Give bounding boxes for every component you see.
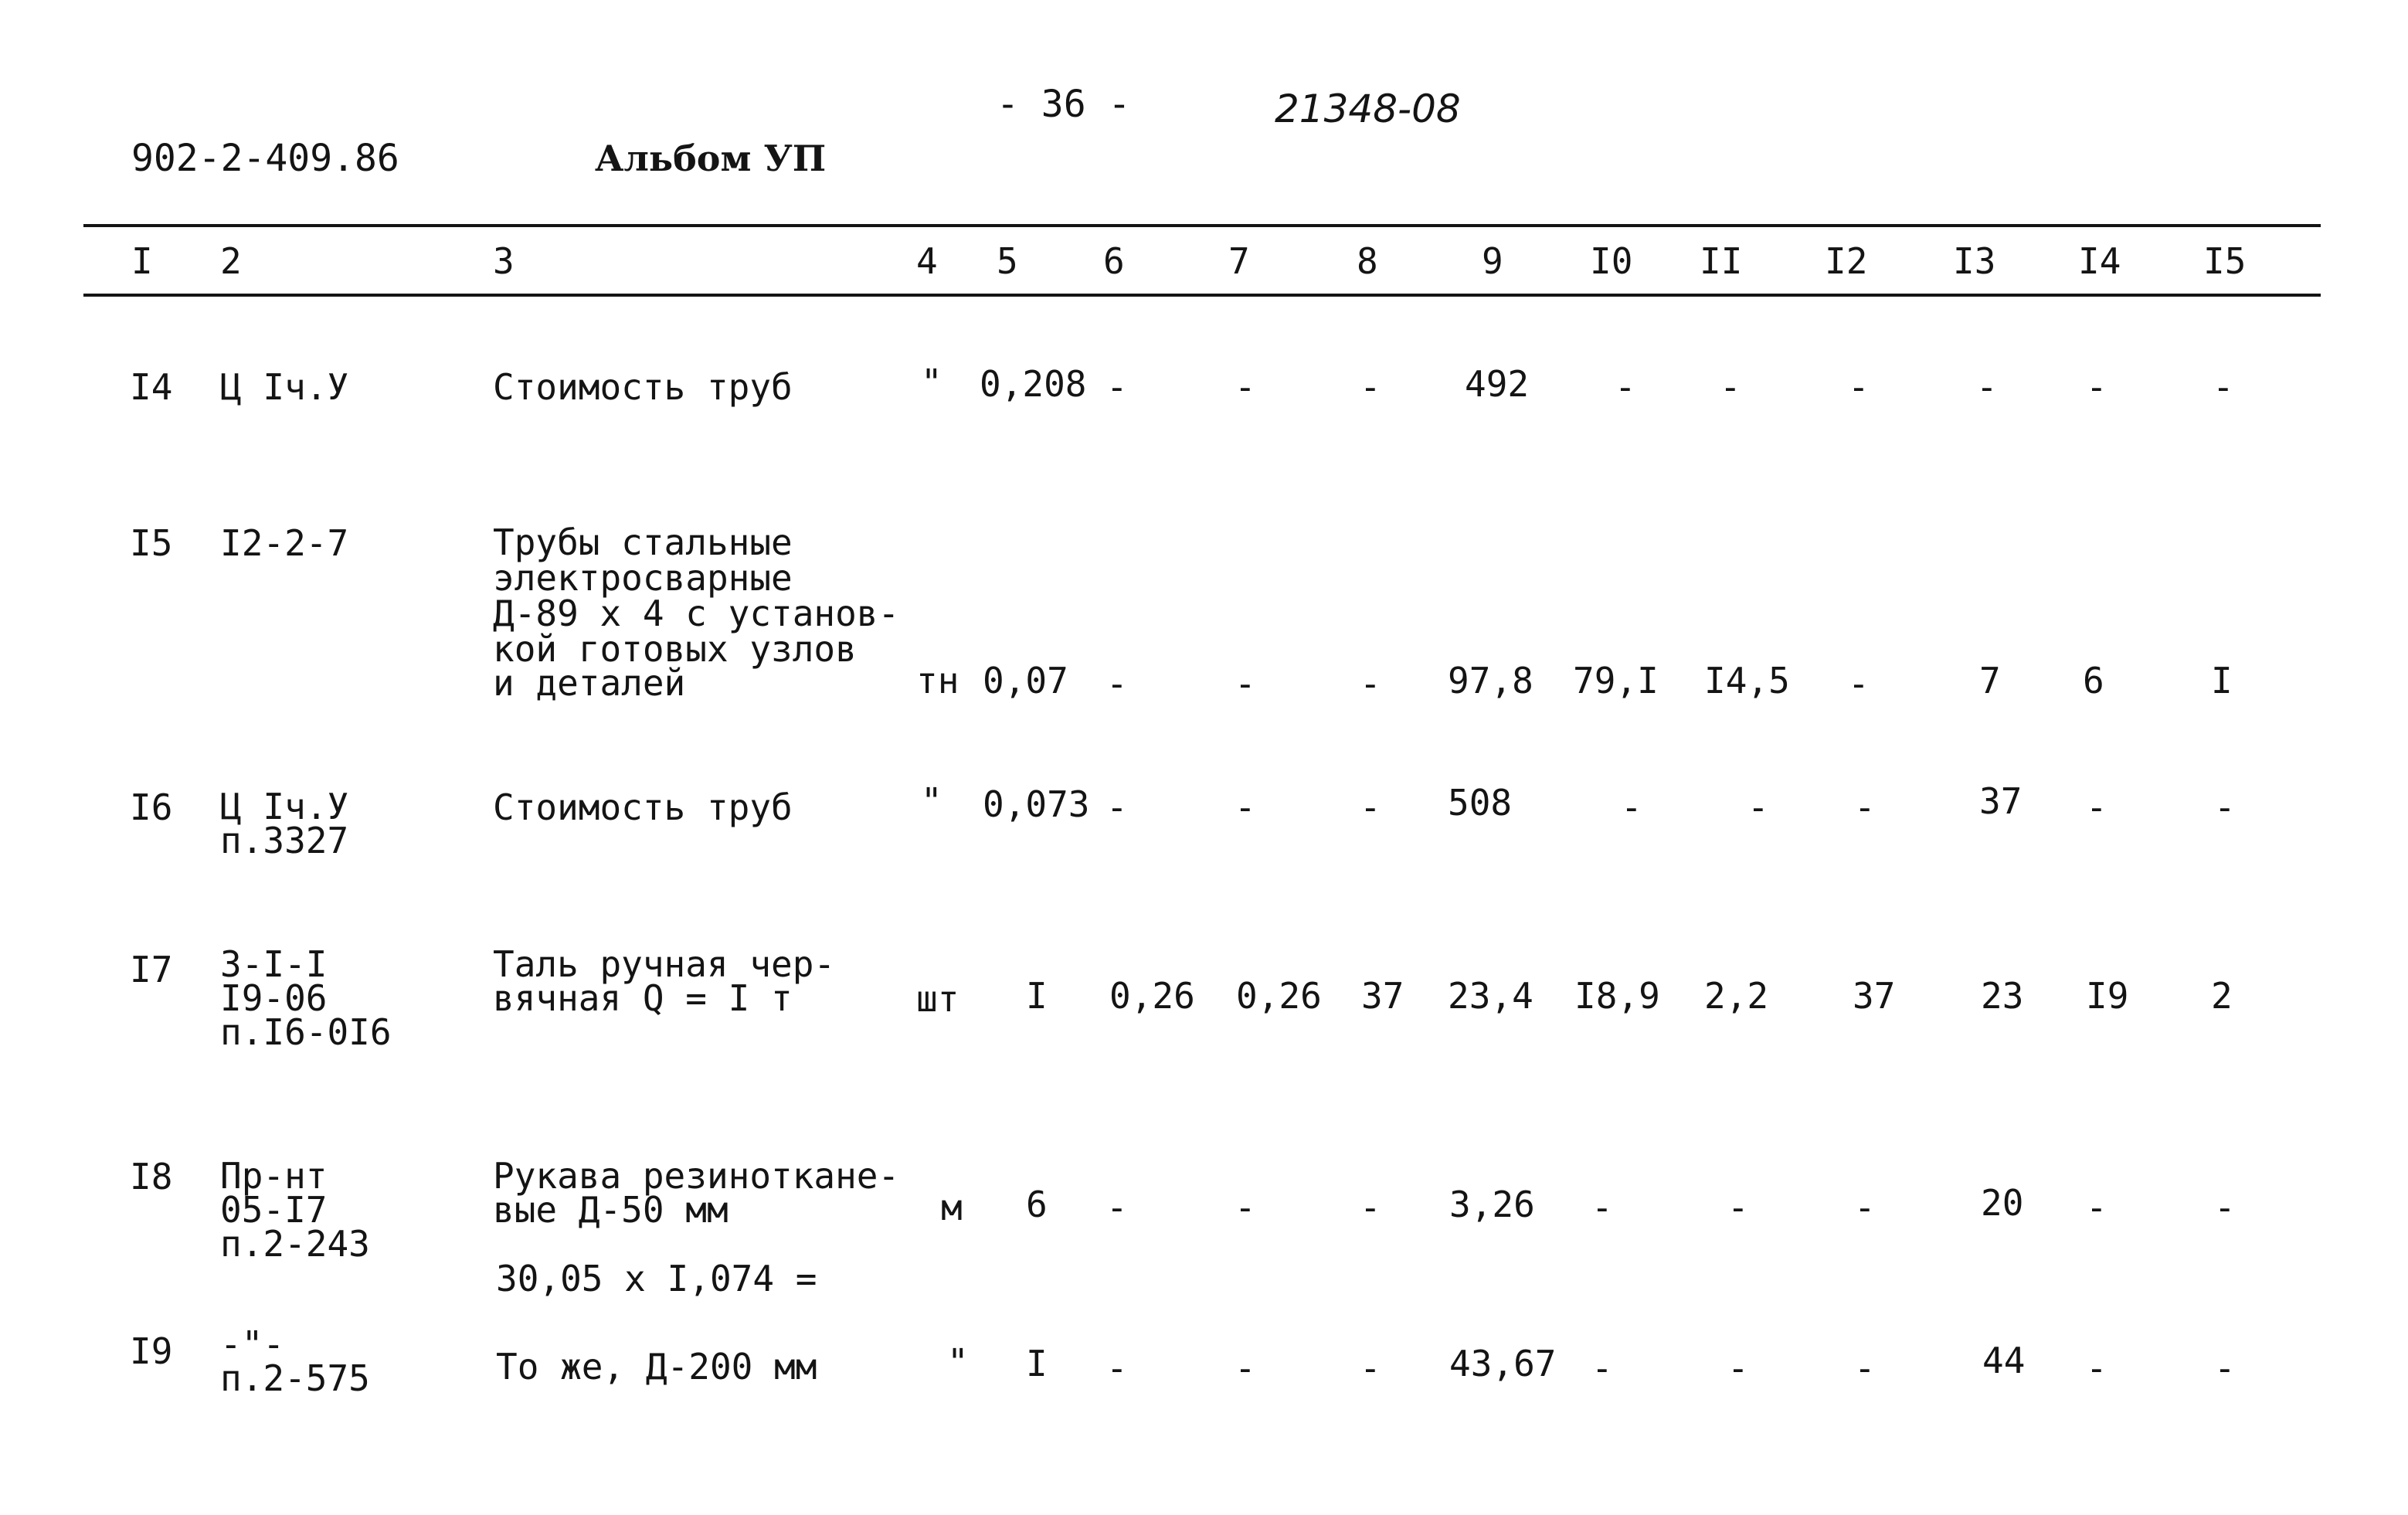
cell-col10: - xyxy=(1621,786,1642,828)
cell-col11: - xyxy=(1747,786,1769,828)
cell-col13: 37 xyxy=(1979,780,2023,822)
col-header-13: I3 xyxy=(1953,240,1996,282)
row-code: Ц Iч.У xyxy=(220,366,349,408)
row-number: I5 xyxy=(130,522,173,564)
col-header-9: 9 xyxy=(1482,240,1503,282)
document-code: 902-2-409.86 xyxy=(131,137,399,180)
cell-col9: 23,4 xyxy=(1448,975,1533,1017)
row-code-line-3: п.I6-0I6 xyxy=(220,1011,392,1053)
col-header-5: 5 xyxy=(997,240,1018,282)
cell-col7: 0,26 xyxy=(1236,975,1322,1017)
row-name-line-1: Трубы стальные xyxy=(493,521,793,563)
row-name-line-4: кой готовых узлов xyxy=(493,628,857,670)
row-code-line-2: п.2-575 xyxy=(220,1357,370,1399)
cell-col10: I8,9 xyxy=(1574,975,1660,1017)
col-header-11: II xyxy=(1700,240,1743,282)
row-code-line-1: 3-I-I xyxy=(220,943,328,985)
cell-col7: - xyxy=(1235,1187,1256,1228)
cell-col9: 97,8 xyxy=(1448,660,1533,701)
cell-col9: 492 xyxy=(1465,363,1530,405)
cell-col10: 79,I xyxy=(1573,660,1659,701)
row-unit: тн xyxy=(916,660,959,701)
cell-col9: 43,67 xyxy=(1449,1343,1557,1384)
cell-col7: - xyxy=(1235,786,1256,828)
row-number: I8 xyxy=(130,1156,173,1197)
row-code-line-2: I9-06 xyxy=(220,977,328,1019)
cell-col14: - xyxy=(2086,366,2107,408)
row-unit: " xyxy=(921,780,942,822)
cell-col15: - xyxy=(2213,366,2234,408)
row-unit: шт xyxy=(916,978,959,1020)
table-top-rule xyxy=(83,224,2321,227)
cell-col9: 3,26 xyxy=(1449,1184,1535,1225)
cell-col12: - xyxy=(1854,786,1876,828)
col-header-4: 4 xyxy=(916,240,938,282)
row-qty: I xyxy=(1026,1343,1048,1384)
cell-col6: - xyxy=(1106,1347,1128,1389)
row-name: Стоимость труб xyxy=(493,786,793,828)
row-qty: 0,073 xyxy=(983,783,1090,825)
row-number: I6 xyxy=(130,786,173,828)
cell-col10: - xyxy=(1591,1187,1613,1228)
cell-col11: - xyxy=(1727,1187,1749,1228)
row-code-line-1: Пр-нт xyxy=(220,1155,328,1197)
col-header-1: I xyxy=(131,240,153,282)
cell-col13: 7 xyxy=(1979,660,2001,701)
row-code-line-3: п.2-243 xyxy=(220,1223,370,1265)
cell-col13: 44 xyxy=(1982,1340,2026,1381)
cell-col11: I4,5 xyxy=(1704,660,1790,701)
page-number: - 36 - xyxy=(997,83,1131,126)
cell-col12: 37 xyxy=(1853,975,1896,1017)
row-name-line-5: и деталей xyxy=(493,662,686,704)
cell-col11: - xyxy=(1727,1347,1749,1389)
row-code-line-2: п.3327 xyxy=(220,820,349,861)
col-header-15: I5 xyxy=(2203,240,2247,282)
cell-col8: - xyxy=(1360,786,1381,828)
row-name-line-3: Д-89 х 4 с установ- xyxy=(493,593,900,634)
row-name-line-2: электросварные xyxy=(493,557,793,599)
cell-col13: - xyxy=(1976,366,1998,408)
cell-col15: - xyxy=(2214,1187,2236,1228)
cell-col8: - xyxy=(1360,663,1381,705)
cell-col14: I9 xyxy=(2086,975,2129,1017)
col-header-3: 3 xyxy=(493,240,515,282)
row-qty: 6 xyxy=(1026,1184,1048,1225)
cell-col8: - xyxy=(1360,1347,1381,1389)
table-header-rule xyxy=(83,294,2321,297)
row-name-line-1: Таль ручная чер- xyxy=(493,943,836,985)
row-calc-note: 30,05 х I,074 = xyxy=(496,1258,817,1299)
album-title: Альбом УП xyxy=(595,138,827,179)
cell-col6: - xyxy=(1106,786,1128,828)
cell-col12: - xyxy=(1848,663,1870,705)
row-unit: м xyxy=(941,1187,963,1228)
cell-col15: 2 xyxy=(2211,975,2233,1017)
cell-col14: 6 xyxy=(2083,660,2104,701)
col-header-14: I4 xyxy=(2078,240,2121,282)
row-code: I2-2-7 xyxy=(220,522,349,564)
cell-col11: 2,2 xyxy=(1704,975,1769,1017)
cell-col9: 508 xyxy=(1448,782,1513,824)
cell-col13: 20 xyxy=(1981,1182,2024,1224)
row-qty: 0,208 xyxy=(980,363,1087,405)
row-code-line-1: -"- xyxy=(220,1323,285,1365)
cell-col15: - xyxy=(2214,1347,2236,1389)
cell-col15: - xyxy=(2214,786,2236,828)
cell-col14: - xyxy=(2086,786,2107,828)
col-header-2: 2 xyxy=(220,240,242,282)
cell-col12: - xyxy=(1854,1187,1876,1228)
cell-col6: 0,26 xyxy=(1109,975,1195,1017)
col-header-7: 7 xyxy=(1228,240,1250,282)
col-header-8: 8 xyxy=(1357,240,1378,282)
cell-col8: - xyxy=(1360,1187,1381,1228)
row-name-line-2: вячная Q = I т xyxy=(493,977,793,1019)
cell-col8: - xyxy=(1360,366,1381,408)
row-number: I9 xyxy=(130,1330,173,1372)
cell-col7: - xyxy=(1235,663,1256,705)
document-stamp: 21348-08 xyxy=(1275,87,1461,131)
row-number: I7 xyxy=(130,949,173,990)
row-number: I4 xyxy=(130,366,173,408)
cell-col12: - xyxy=(1848,366,1870,408)
cell-col6: - xyxy=(1106,1187,1128,1228)
cell-col7: - xyxy=(1235,366,1256,408)
cell-col11: - xyxy=(1720,366,1741,408)
cell-col13: 23 xyxy=(1981,975,2024,1017)
cell-col12: - xyxy=(1854,1347,1876,1389)
col-header-6: 6 xyxy=(1103,240,1125,282)
row-code-line-2: 05-I7 xyxy=(220,1189,328,1231)
row-name: Стоимость труб xyxy=(493,366,793,408)
cell-col15: I xyxy=(2211,660,2233,701)
cell-col6: - xyxy=(1106,663,1128,705)
cell-col14: - xyxy=(2086,1187,2107,1228)
row-name-line-1: Рукава резинотканe- xyxy=(493,1155,900,1197)
row-code-line-1: Ц Iч.У xyxy=(220,786,349,827)
cell-col8: 37 xyxy=(1361,975,1404,1017)
col-header-12: I2 xyxy=(1825,240,1868,282)
row-qty: I xyxy=(1026,975,1048,1017)
col-header-10: I0 xyxy=(1590,240,1633,282)
cell-col14: - xyxy=(2086,1347,2107,1389)
cell-col6: - xyxy=(1106,366,1128,408)
row-name: То же, Д-200 мм xyxy=(496,1346,817,1388)
row-unit: " xyxy=(921,362,942,403)
row-unit: " xyxy=(947,1341,969,1383)
row-name-line-2: вые Д-50 мм xyxy=(493,1189,729,1231)
cell-col10: - xyxy=(1615,366,1636,408)
cell-col10: - xyxy=(1591,1347,1613,1389)
row-qty: 0,07 xyxy=(983,660,1068,701)
cell-col7: - xyxy=(1235,1347,1256,1389)
